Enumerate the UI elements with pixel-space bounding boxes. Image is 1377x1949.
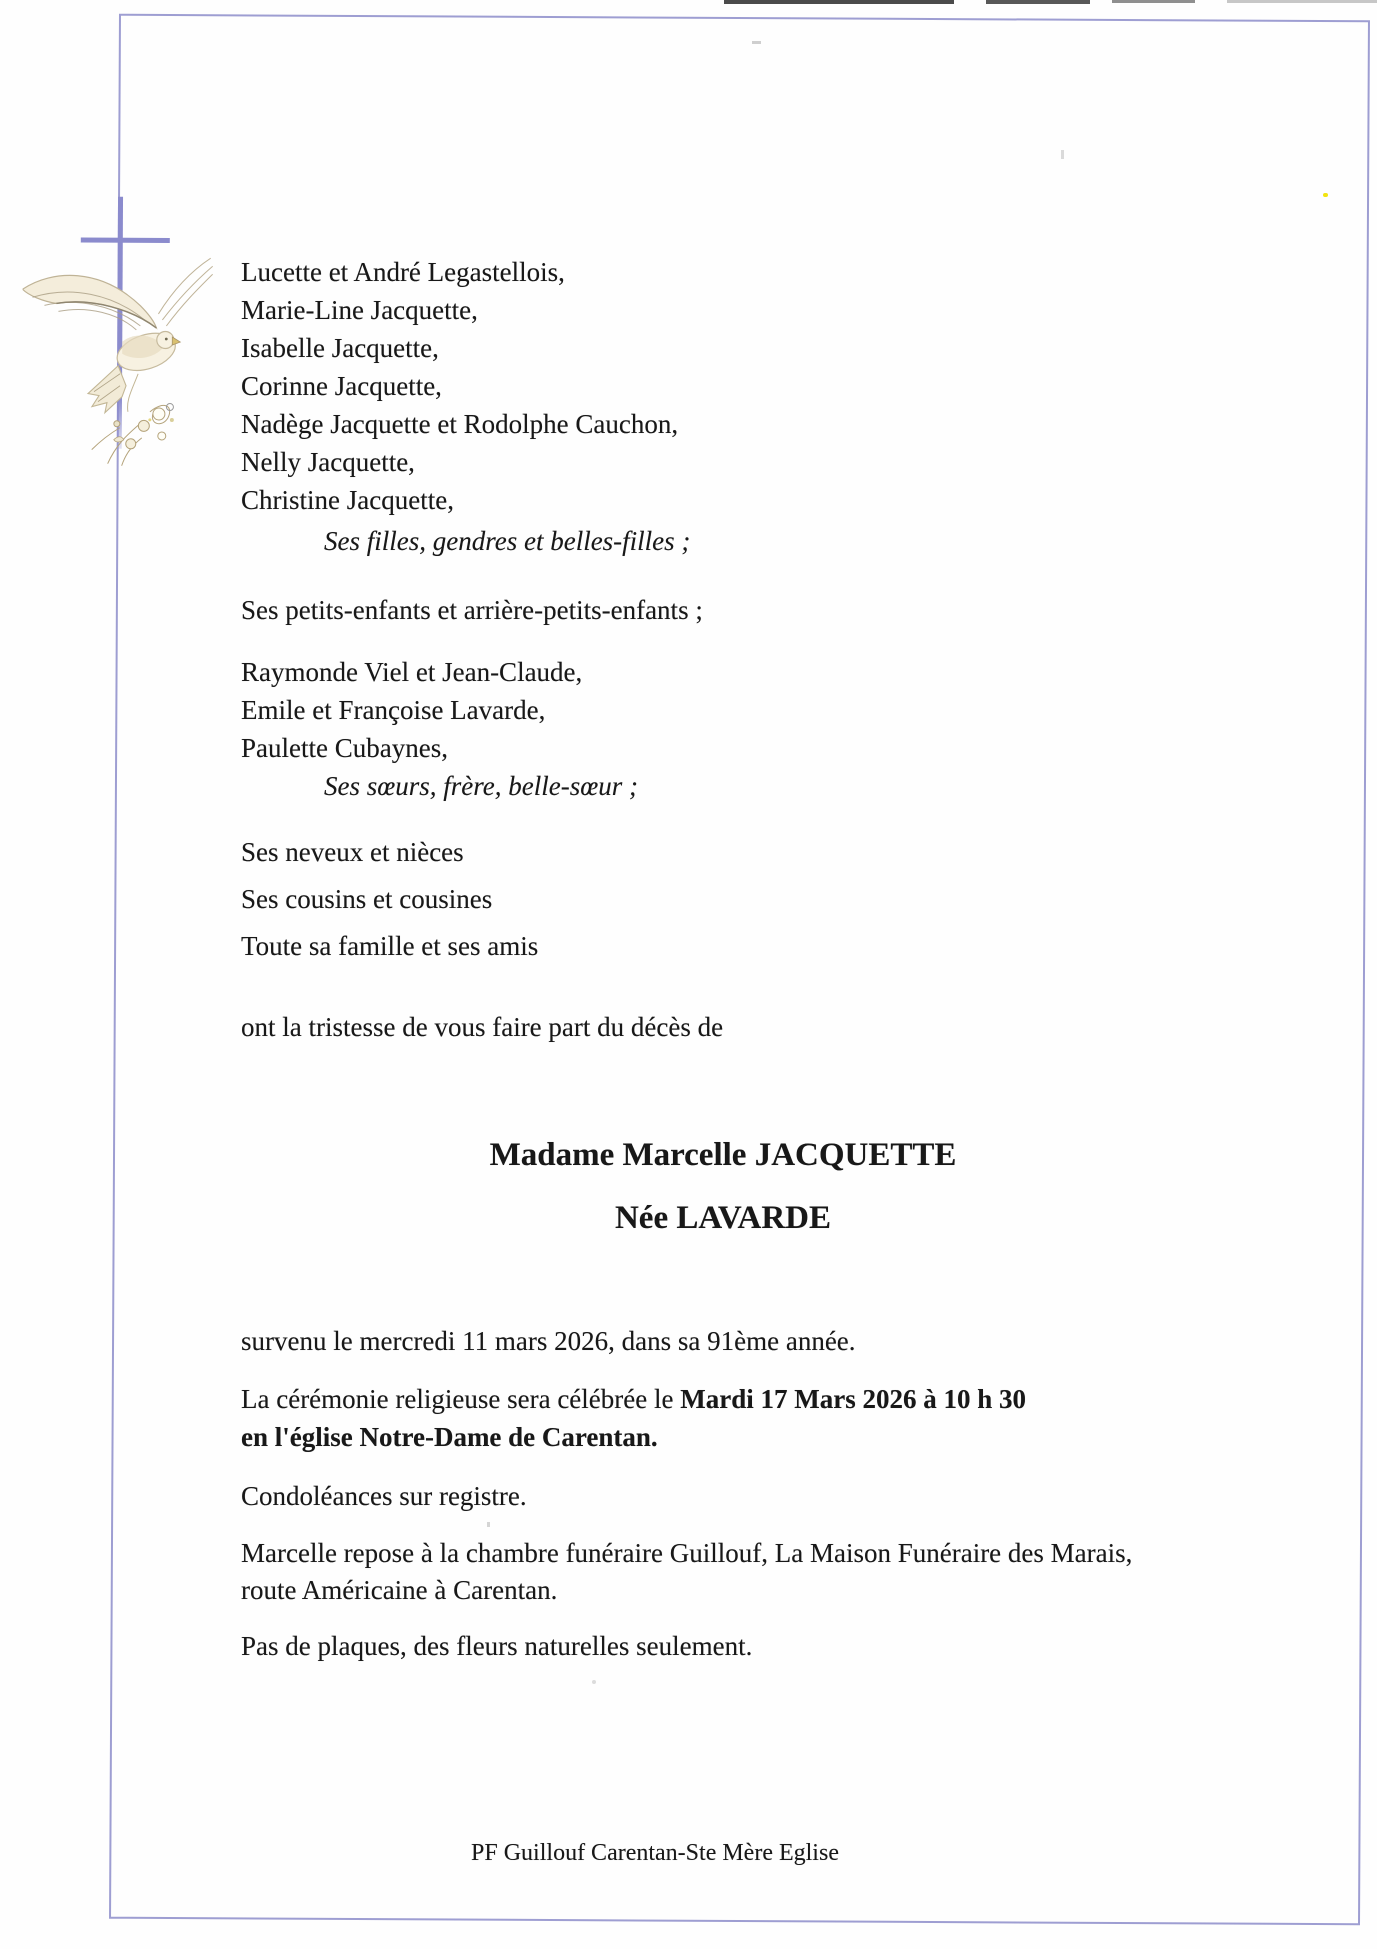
flowers-line: Pas de plaques, des fleurs naturelles seulement. xyxy=(241,1631,753,1661)
scan-edge-artifact xyxy=(1227,0,1377,3)
family-line: Paulette Cubaynes, xyxy=(241,733,448,763)
scan-edge-artifact xyxy=(1112,0,1195,3)
deceased-name: Madame Marcelle JACQUETTE xyxy=(489,1137,957,1173)
ceremony-datetime: Mardi 17 Mars 2026 à 10 h 30 xyxy=(680,1384,1026,1414)
scan-speck xyxy=(487,1522,490,1527)
family-line: Isabelle Jacquette, xyxy=(241,333,439,363)
announcement-line: ont la tristesse de vous faire part du décès de xyxy=(241,1012,724,1042)
scan-speck xyxy=(592,1680,596,1684)
family-line: Corinne Jacquette, xyxy=(241,371,442,401)
cross-icon xyxy=(81,238,170,243)
family-line: Nelly Jacquette, xyxy=(241,447,415,477)
ceremony-line xyxy=(241,1380,1026,1418)
scan-speck xyxy=(752,41,761,44)
family-line: Nadège Jacquette et Rodolphe Cauchon, xyxy=(241,409,679,439)
relatives-line: Ses neveux et nièces xyxy=(241,837,464,867)
scan-speck xyxy=(1061,150,1064,159)
family-line: Raymonde Viel et Jean-Claude, xyxy=(241,657,583,687)
family-line: Marie-Line Jacquette, xyxy=(241,295,478,325)
repose-line: route Américaine à Carentan. xyxy=(241,1575,558,1605)
scan-speck xyxy=(1323,193,1328,197)
ceremony-intro: La cérémonie religieuse sera célébrée le xyxy=(241,1384,681,1414)
relatives-line: Ses cousins et cousines xyxy=(241,884,493,914)
funeral-home-footer: PF Guillouf Carentan-Ste Mère Eglise xyxy=(471,1840,839,1866)
death-details-line: survenu le mercredi 11 mars 2026, dans sa 91ème année. xyxy=(241,1326,856,1356)
condolences-line: Condoléances sur registre. xyxy=(241,1481,527,1511)
family-line: Christine Jacquette, xyxy=(241,485,454,515)
grandchildren-line: Ses petits-enfants et arrière-petits-enfants ; xyxy=(241,595,703,625)
relatives-line: Toute sa famille et ses amis xyxy=(241,931,539,961)
daughters-caption: Ses filles, gendres et belles-filles ; xyxy=(324,526,691,556)
maiden-name: Née LAVARDE xyxy=(614,1200,832,1236)
scan-edge-artifact xyxy=(986,0,1090,4)
repose-line: Marcelle repose à la chambre funéraire Guillouf, La Maison Funéraire des Marais, xyxy=(241,1538,1133,1568)
family-line: Emile et Françoise Lavarde, xyxy=(241,695,546,725)
dove-icon xyxy=(22,253,223,469)
scan-edge-artifact xyxy=(724,0,954,4)
ceremony-place-line: en l'église Notre-Dame de Carentan. xyxy=(241,1422,658,1452)
siblings-caption: Ses sœurs, frère, belle-sœur ; xyxy=(324,771,638,801)
family-line: Lucette et André Legastellois, xyxy=(241,257,565,287)
